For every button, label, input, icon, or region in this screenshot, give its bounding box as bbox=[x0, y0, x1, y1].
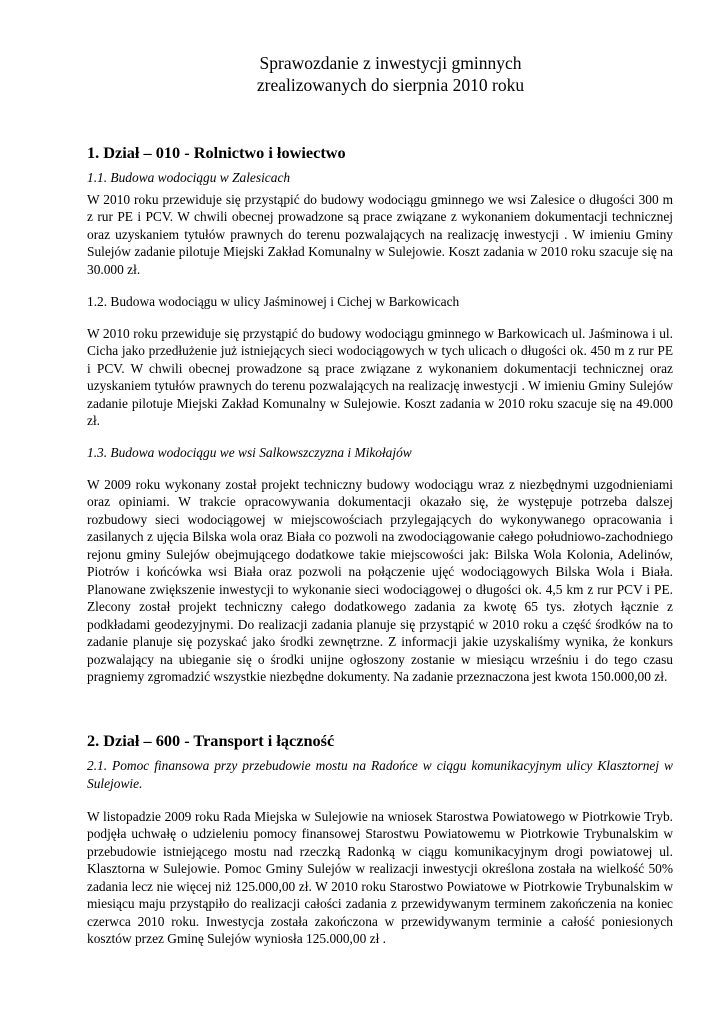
subsection-2-1-text: W listopadzie 2009 roku Rada Miejska w Sulejowie na wniosek Starostwa Powiatowego w Piotrkowie Tryb. podjęła uchwałę o udzieleniu pomocy finansowej Starostwu Powiatowemu w Piotrkowie Trybunalskim w przebudowie istniejącego mostu nad rzeczką Radonką w ciągu komunikacyjnym drogi powiatowej ul. Klasztorna w Sulejowie. Pomoc Gminy Sulejów w realizacji inwestycji określona została na wielkość 50% zadania lecz nie więcej niż 125.000,00 zł. W 2010 roku Starostwo Powiatowe w Piotrkowie Trybunalskim w miesiącu maju przystąpiło do realizacji całości zadania z przewidywanym terminem zakończenia na koniec czerwca 2010 roku. Inwestycja została zakończona w przewidywanym terminie a całość poniesionych kosztów przez Gminę Sulejów wyniosła 125.000,00 zł . bbox=[87, 809, 673, 947]
subsection-1-2-title: 1.2. Budowa wodociągu w ulicy Jaśminowej i Cichej w Barkowicach bbox=[87, 294, 460, 309]
section-1-heading: 1. Dział – 010 - Rolnictwo i łowiectwo bbox=[87, 143, 346, 162]
document-title-line-2: zrealizowanych do sierpnia 2010 roku bbox=[256, 75, 525, 95]
section-2-heading: 2. Dział – 600 - Transport i łączność bbox=[87, 731, 335, 750]
subsection-1-1-text: W 2010 roku przewiduje się przystąpić do budowy wodociągu gminnego we wsi Zalesice o długości 300 m z rur PE i PCV. W chwili obecnej prowadzone są prace związane z wykonaniem dokumentacji technicznej oraz uzyskaniem tytułów prawnych do terenu pozwalających na realizację inwestycji . W imieniu Gminy Sulejów zadanie pilotuje Miejski Zakład Komunalny w Sulejowie. Koszt zadania w 2010 roku szacuje się na 30.000 zł. bbox=[87, 192, 673, 277]
subsection-1-3-text: W 2009 roku wykonany został projekt techniczny budowy wodociągu wraz z niezbędnymi uzgodnieniami oraz opiniami. W trakcie opracowywania dokumentacji okazało się, że występuje potrzeba dalszej rozbudowy sieci wodociągowej w miejscowościach przylegających do wykonywanego opracowania i zasilanych z ujęcia Bilska wola oraz Biała co pozwoli na zwodociągowanie całego południowo-zachodniego rejonu gminy Sulejów obejmującego dodatkowe takie miejscowości jak: Bilska Wola Kolonia, Adelinów, Piotrów i końcówka wsi Biała oraz pozwoli na połączenie ujęć wodociągowych Bilska Wola i Biała. Planowane zwiększenie inwestycji to wykonanie sieci wodociągowej o długości ok. 4,5 km z rur PCV i PE. Zlecony został projekt techniczny całego dodatkowego zadania za kwotę 65 tys. złotych łącznie z podkładami geodezyjnymi. Do realizacji zadania planuje się przystąpić w 2010 roku a część środków na to zadanie planuje się pozyskać jako środki zewnętrzne. Z informacji jakie uzyskaliśmy wynika, że konkurs pozwalający na ubieganie się o środki unijne ogłoszony zostanie w miesiącu wrześniu i do tego czasu pragniemy zgromadzić wszystkie niezbędne dokumenty. Na zadanie przeznaczona jest kwota 150.000,00 zł. bbox=[87, 477, 673, 684]
subsection-1-3-title: 1.3. Budowa wodociągu we wsi Salkowszczyzna i Mikołajów bbox=[87, 445, 412, 460]
subsection-2-1-title: 2.1. Pomoc finansowa przy przebudowie mostu na Radońce w ciągu komunikacyjnym ulicy Klasztornej w Sulejowie. bbox=[87, 758, 673, 791]
document-title-line-1: Sprawozdanie z inwestycji gminnych bbox=[259, 53, 522, 73]
subsection-1-1-title: 1.1. Budowa wodociągu w Zalesicach bbox=[87, 170, 291, 185]
subsection-1-2-text: W 2010 roku przewiduje się przystąpić do budowy wodociągu gminnego w Barkowicach ul. Jaśminowa i ul. Cicha jako przedłużenie już istniejących sieci wodociągowych w tych ulicach o długości ok. 450 m z rur PE i PCV. W chwili obecnej prowadzone są prace związane z wykonaniem dokumentacji technicznej oraz uzyskaniem tytułów prawnych do terenu pozwalających na realizację inwestycji . W imieniu Gminy Sulejów zadanie pilotuje Miejski Zakład Komunalny w Sulejowie. Koszt zadania w 2010 roku szacuje się na 49.000 zł. bbox=[87, 326, 673, 429]
